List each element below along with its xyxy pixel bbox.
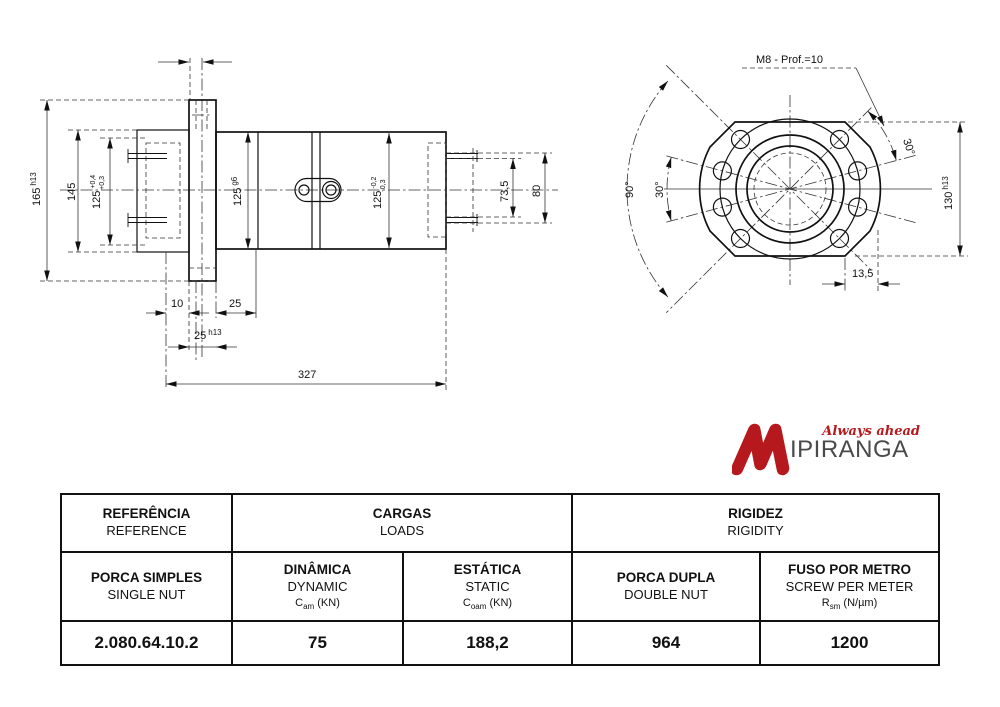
dim-130-label: $130^{h13}$ xyxy=(941,176,955,210)
angle-30-left-label: 30° xyxy=(654,181,666,198)
value-static-text: 188,2 xyxy=(466,633,509,652)
angle-30-right-label: 30° xyxy=(900,137,917,157)
value-reference-text: 2.080.64.10.2 xyxy=(94,633,199,652)
dim-125-recess-label: $125^{+0,4} +0,3$ xyxy=(90,174,106,209)
side-view xyxy=(29,58,558,390)
col-screw-per-meter-pt: FUSO POR METRO xyxy=(787,561,911,577)
group-rigidity xyxy=(571,495,938,551)
spec-table xyxy=(60,493,940,666)
dim-125-g6-label: $125^{g6}$ xyxy=(230,176,244,206)
col-screw-per-meter-symbol: $R_{sm}$ (N/µm) xyxy=(821,596,878,612)
col-double-nut-pt: PORCA DUPLA xyxy=(616,569,716,585)
col-static-symbol: $C_{oam}$ (KN) xyxy=(462,596,513,612)
dim-10-label: 10 xyxy=(171,298,184,310)
table-values-row xyxy=(62,620,938,664)
group-reference xyxy=(62,495,231,551)
col-screw-per-meter-en: SCREW PER METER xyxy=(785,578,914,594)
brand-name: IPIRANGA xyxy=(790,436,909,463)
value-dynamic-text: 75 xyxy=(308,633,327,652)
table-column-header-row xyxy=(62,551,938,620)
group-rigidity-en: RIGIDITY xyxy=(727,523,784,539)
dim-25-h13-label: 25 $^{h13}$ xyxy=(194,328,222,342)
brand-logo xyxy=(726,420,926,478)
dim-80-label: 80 xyxy=(531,184,543,197)
dim-13-5-label: 13,5 xyxy=(852,268,874,280)
left-studs xyxy=(128,149,167,227)
col-single-nut-en: SINGLE NUT xyxy=(107,586,186,602)
table-group-header-row xyxy=(62,495,938,551)
group-loads-en: LOADS xyxy=(379,523,425,539)
dim-327-label: 327 xyxy=(298,369,317,381)
group-loads xyxy=(231,495,571,551)
col-double-nut xyxy=(571,553,759,620)
dim-73-5-label: 73,5 xyxy=(499,180,511,202)
flange-outline xyxy=(189,100,216,281)
value-dynamic xyxy=(231,622,402,664)
thread-note-label: M8 - Prof.=10 xyxy=(756,54,823,66)
logo-mark-icon xyxy=(732,422,798,476)
dim-125-body-label: $125^{-0,2}$ -0,3 xyxy=(371,176,387,209)
value-static xyxy=(402,622,571,664)
dim-25-label: 25 xyxy=(229,298,242,310)
col-static-pt: ESTÁTICA xyxy=(453,561,522,577)
group-rigidity-pt: RIGIDEZ xyxy=(728,506,783,522)
sleeve-outline xyxy=(137,130,189,252)
dim-145-label: 145 xyxy=(66,182,78,201)
col-dynamic-pt: DINÂMICA xyxy=(283,561,352,577)
col-dynamic xyxy=(231,553,402,620)
value-double-nut-text: 964 xyxy=(651,633,681,652)
nut-body-outline xyxy=(216,132,446,249)
brand-tagline: Always ahead xyxy=(822,424,920,439)
value-double-nut xyxy=(571,622,759,664)
value-screw-per-meter xyxy=(759,622,938,664)
group-loads-pt: CARGAS xyxy=(372,506,432,522)
front-view xyxy=(624,54,968,313)
value-reference xyxy=(62,622,231,664)
col-dynamic-symbol: $C_{am}$ (KN) xyxy=(295,596,340,612)
col-single-nut xyxy=(62,553,231,620)
col-single-nut-pt: PORCA SIMPLES xyxy=(90,569,203,585)
group-reference-en: REFERENCE xyxy=(106,523,187,539)
group-reference-pt: REFERÊNCIA xyxy=(102,506,191,522)
col-dynamic-en: DYNAMIC xyxy=(287,578,348,594)
value-screw-per-meter-text: 1200 xyxy=(830,633,869,652)
angle-90-label: 90° xyxy=(624,181,636,198)
col-double-nut-en: DOUBLE NUT xyxy=(624,586,708,602)
col-screw-per-meter xyxy=(759,553,938,620)
dim-165-label: $165^{h13}$ xyxy=(29,172,43,206)
col-static xyxy=(402,553,571,620)
col-static-en: STATIC xyxy=(465,578,510,594)
